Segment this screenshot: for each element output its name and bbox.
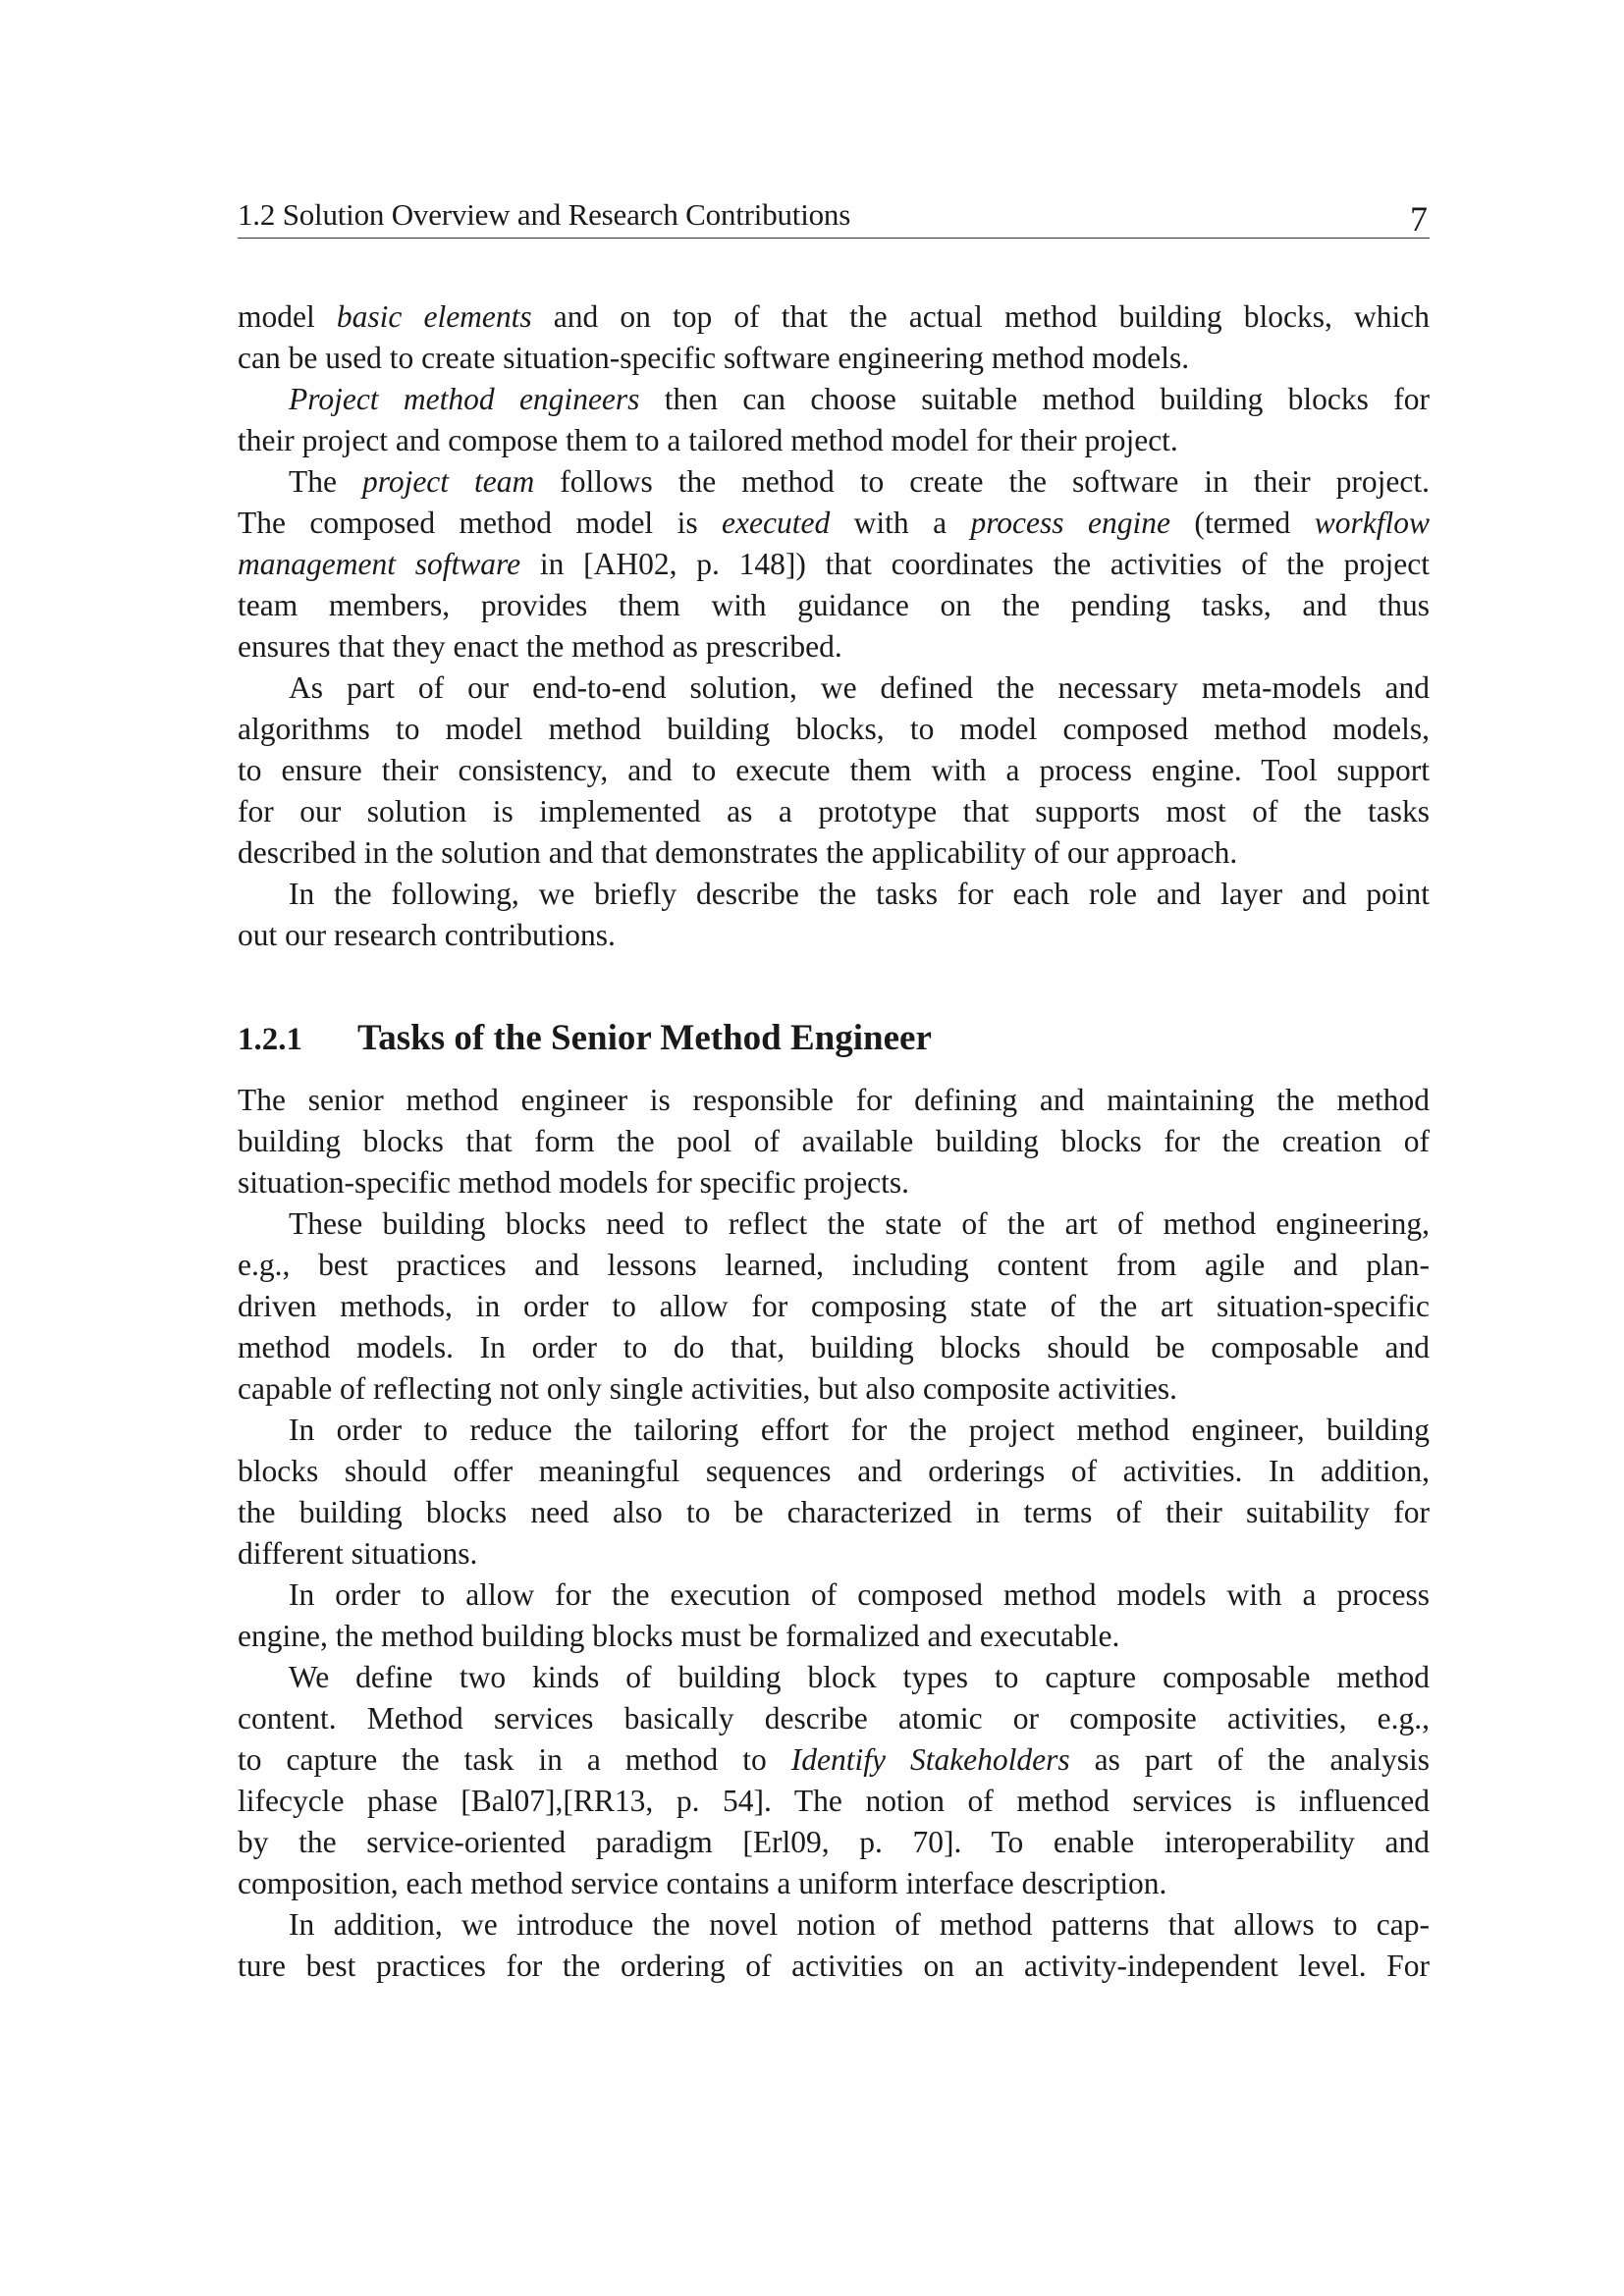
text-span: ensures that they enact the method as prescribed. [238, 629, 842, 664]
emphasis-text: Project method engineers [289, 382, 640, 416]
text-span: to ensure their consistency, and to execute them with a process engine. Tool support [238, 753, 1430, 787]
text-line [238, 1492, 1430, 1533]
text-line [238, 915, 1430, 956]
text-span: follows the method to create the software in their project. [534, 464, 1430, 499]
text-line [238, 832, 1430, 874]
page-number: 7 [1410, 199, 1428, 239]
text-span: different situations. [238, 1536, 478, 1571]
text-line [289, 461, 1430, 503]
text-span: to capture the task in a method to [238, 1742, 791, 1777]
text-line [238, 709, 1430, 750]
text-span: In addition, we introduce the novel notion of method patterns that allows to cap- [289, 1907, 1430, 1942]
text-span: method models. In order to do that, building blocks should be composable and [238, 1330, 1430, 1364]
text-line [238, 544, 1430, 585]
text-line [238, 1327, 1430, 1368]
emphasis-text: project team [361, 464, 535, 499]
text-span: e.g., best practices and lessons learned, including content from agile and plan- [238, 1248, 1430, 1282]
text-line [289, 1657, 1430, 1698]
text-line [289, 1203, 1430, 1245]
text-span: algorithms to model method building blocks, to model composed method models, [238, 712, 1430, 746]
text-span: As part of our end-to-end solution, we defined the necessary meta-models and [289, 670, 1430, 705]
text-line [238, 1533, 1430, 1575]
text-line [238, 1080, 1430, 1121]
text-span: building blocks that form the pool of available building blocks for the creation of [238, 1124, 1430, 1158]
text-line [289, 379, 1430, 420]
text-span: The composed method model is [238, 506, 723, 540]
text-span: In order to reduce the tailoring effort for the project method engineer, building [289, 1413, 1430, 1447]
text-span: by the service-oriented paradigm [Erl09, p. 70]. To enable interoperability and [238, 1825, 1430, 1859]
text-span: with a [830, 506, 971, 540]
text-line [238, 338, 1430, 379]
text-span: blocks should offer meaningful sequences and orderings of activities. In addition, [238, 1454, 1430, 1488]
running-header-title: 1.2 Solution Overview and Research Contributions [238, 197, 851, 232]
text-span: model [238, 299, 337, 334]
text-span: We define two kinds of building block types to capture composable method [289, 1660, 1430, 1694]
text-span: composition, each method service contains a uniform interface description. [238, 1866, 1167, 1900]
text-line [289, 1410, 1430, 1451]
text-span: In the following, we briefly describe the tasks for each role and layer and point [289, 877, 1430, 911]
text-span: In order to allow for the execution of composed method models with a process [289, 1577, 1430, 1612]
text-span: for our solution is implemented as a prototype that supports most of the tasks [238, 794, 1430, 828]
emphasis-text: basic elements [336, 299, 532, 334]
text-span: described in the solution and that demonstrates the applicability of our approach. [238, 835, 1238, 870]
text-line [238, 503, 1430, 544]
text-line [289, 1904, 1430, 1946]
text-span: as part of the analysis [1069, 1742, 1430, 1777]
text-line [289, 667, 1430, 709]
text-span: and on top of that the actual method building blocks, which [531, 299, 1430, 334]
text-span: The [289, 464, 362, 499]
text-span: The senior method engineer is responsible for defining and maintaining the method [238, 1083, 1430, 1117]
text-line [238, 296, 1430, 338]
text-span: capable of reflecting not only single activities, but also composite activities. [238, 1371, 1177, 1406]
text-line [238, 1781, 1430, 1822]
emphasis-text: workflow [1314, 506, 1430, 540]
text-span: then can choose suitable method building blocks for [639, 382, 1430, 416]
section-title: Tasks of the Senior Method Engineer [357, 1018, 932, 1058]
text-line [238, 750, 1430, 791]
text-line [238, 585, 1430, 626]
text-line [238, 1162, 1430, 1203]
text-span: lifecycle phase [Bal07],[RR13, p. 54]. The notion of method services is influenced [238, 1784, 1430, 1818]
text-line [238, 1451, 1430, 1492]
text-span: (termed [1169, 506, 1315, 540]
text-span: their project and compose them to a tailored method model for their project. [238, 423, 1178, 457]
emphasis-text: management software [238, 547, 521, 581]
section-number: 1.2.1 [238, 1022, 302, 1057]
text-line [238, 420, 1430, 461]
text-span: engine, the method building blocks must be formalized and executable. [238, 1619, 1120, 1653]
text-line [289, 874, 1430, 915]
text-line [238, 1616, 1430, 1657]
text-line [238, 1286, 1430, 1327]
text-line [238, 1121, 1430, 1162]
text-line [238, 1245, 1430, 1286]
text-line [238, 1822, 1430, 1863]
emphasis-text: process engine [970, 506, 1170, 540]
text-line [238, 1368, 1430, 1410]
text-span: content. Method services basically describe atomic or composite activities, e.g., [238, 1701, 1430, 1735]
text-span: ture best practices for the ordering of activities on an activity-independent level. For [238, 1949, 1430, 1983]
running-header [238, 194, 1430, 239]
text-span: in [AH02, p. 148]) that coordinates the activities of the project [520, 547, 1430, 581]
text-span: driven methods, in order to allow for composing state of the art situation-specific [238, 1289, 1430, 1323]
text-line [238, 1863, 1430, 1904]
text-span: out our research contributions. [238, 918, 616, 952]
text-line [289, 1575, 1430, 1616]
text-span: These building blocks need to reflect the state of the art of method engineering, [289, 1206, 1430, 1241]
text-span: can be used to create situation-specific software engineering method models. [238, 341, 1190, 375]
text-line [238, 1739, 1430, 1781]
text-span: situation-specific method models for specific projects. [238, 1165, 910, 1200]
text-span: team members, provides them with guidance on the pending tasks, and thus [238, 588, 1430, 622]
text-line [238, 791, 1430, 832]
text-span: the building blocks need also to be characterized in terms of their suitability for [238, 1495, 1430, 1529]
emphasis-text: Identify Stakeholders [790, 1742, 1070, 1777]
emphasis-text: executed [722, 506, 831, 540]
text-line [238, 1946, 1430, 1987]
text-line [238, 626, 1430, 667]
text-line [238, 1698, 1430, 1739]
section-heading [238, 1016, 932, 1062]
